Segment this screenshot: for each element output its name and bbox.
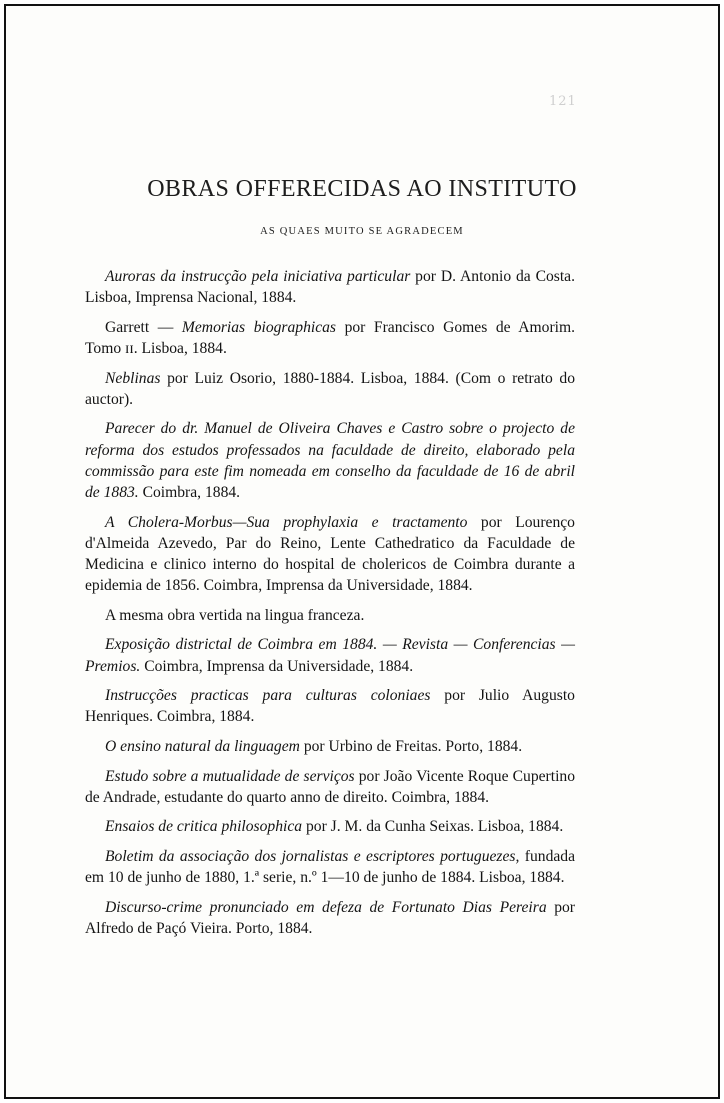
list-item: [85, 368, 575, 410]
list-item: [85, 418, 575, 503]
entry-title: Parecer do dr. Manuel de Oliveira Chaves e Castro sobre o projecto de reforma dos estudos professados na faculdade de direito, elaborado pela commissão para este fim nomeada em conselho da faculdade de 16 de abril de 1883.: [85, 420, 575, 501]
list-item: [85, 266, 575, 308]
entry-details: por J. M. da Cunha Seixas. Lisboa, 1884.: [302, 818, 564, 836]
entry-details: por Francisco Gomes de Amorim. Tomo ɪɪ. Lisboa, 1884.: [85, 318, 576, 357]
list-item: [85, 605, 575, 626]
list-item: [85, 846, 575, 888]
list-item: [85, 634, 575, 676]
list-item: [85, 685, 575, 727]
entry-details: por Alfredo de Paçó Vieira. Porto, 1884.: [85, 898, 575, 937]
entry-details: por Julio Augusto Henriques. Coimbra, 1884.: [85, 687, 575, 726]
entry-details: por João Vicente Roque Cupertino de Andrade, estudante do quarto anno de direito. Coimbra, 1884.: [85, 767, 575, 806]
entry-details: por D. Antonio da Costa. Lisboa, Imprensa Nacional, 1884.: [85, 268, 575, 307]
entry-title: Boletim da associação dos jornalistas e escriptores portuguezes,: [105, 847, 520, 865]
page-subtitle: AS QUAES MUITO SE AGRADECEM: [260, 226, 464, 237]
list-item: [85, 736, 575, 757]
entry-title: Discurso-crime pronunciado em defeza de Fortunato Dias Pereira: [105, 898, 547, 916]
entry-title: Exposição districtal de Coimbra em 1884. — Revista — Conferencias — Premios.: [85, 636, 575, 675]
list-item: [85, 766, 575, 808]
page-number: 121: [549, 94, 577, 109]
page-title: OBRAS OFFERECIDAS AO INSTITUTO: [147, 176, 577, 202]
entry-title: Instrucções practicas para culturas coloniaes: [105, 687, 431, 705]
entry-title: O ensino natural da linguagem: [105, 737, 300, 755]
entry-title: Auroras da instrucção pela iniciativa particular: [105, 268, 411, 285]
document-page: [4, 4, 720, 1099]
entry-title: Ensaios de critica philosophica: [105, 818, 303, 836]
entry-title: Memorias biographicas: [181, 318, 336, 336]
entry-details: por Luiz Osorio, 1880-1884. Lisboa, 1884. (Com o retrato do auctor).: [85, 369, 575, 408]
entry-details: por Lourenço d'Almeida Azevedo, Par do Reino, Lente Cathedratico da Faculdade de Medicina e clinico interno do hospital de cholericos de Coimbra durante a epidemia de 1856. Coimbra, Imprensa da Universidade, 1884.: [85, 513, 575, 595]
list-item: [85, 816, 575, 837]
entry-details: por Urbino de Freitas. Porto, 1884.: [299, 737, 523, 755]
list-item: [85, 317, 575, 359]
entry-title: Neblinas: [105, 369, 161, 387]
entry-details: Coimbra, 1884.: [138, 484, 241, 501]
entry-details: Coimbra, Imprensa da Universidade, 1884.: [140, 657, 414, 675]
entry-prefix: Garrett —: [105, 318, 182, 336]
entry-list: [85, 266, 575, 948]
list-item: [85, 897, 575, 939]
entry-details: A mesma obra vertida na lingua franceza.: [105, 606, 365, 624]
entry-details: fundada em 10 de junho de 1880, 1.ª serie, n.º 1—10 de junho de 1884. Lisboa, 1884.: [85, 847, 576, 887]
entry-title: Estudo sobre a mutualidade de serviços: [105, 767, 355, 785]
list-item: [85, 512, 575, 597]
entry-title: A Cholera-Morbus—Sua prophylaxia e tractamento: [105, 513, 468, 531]
